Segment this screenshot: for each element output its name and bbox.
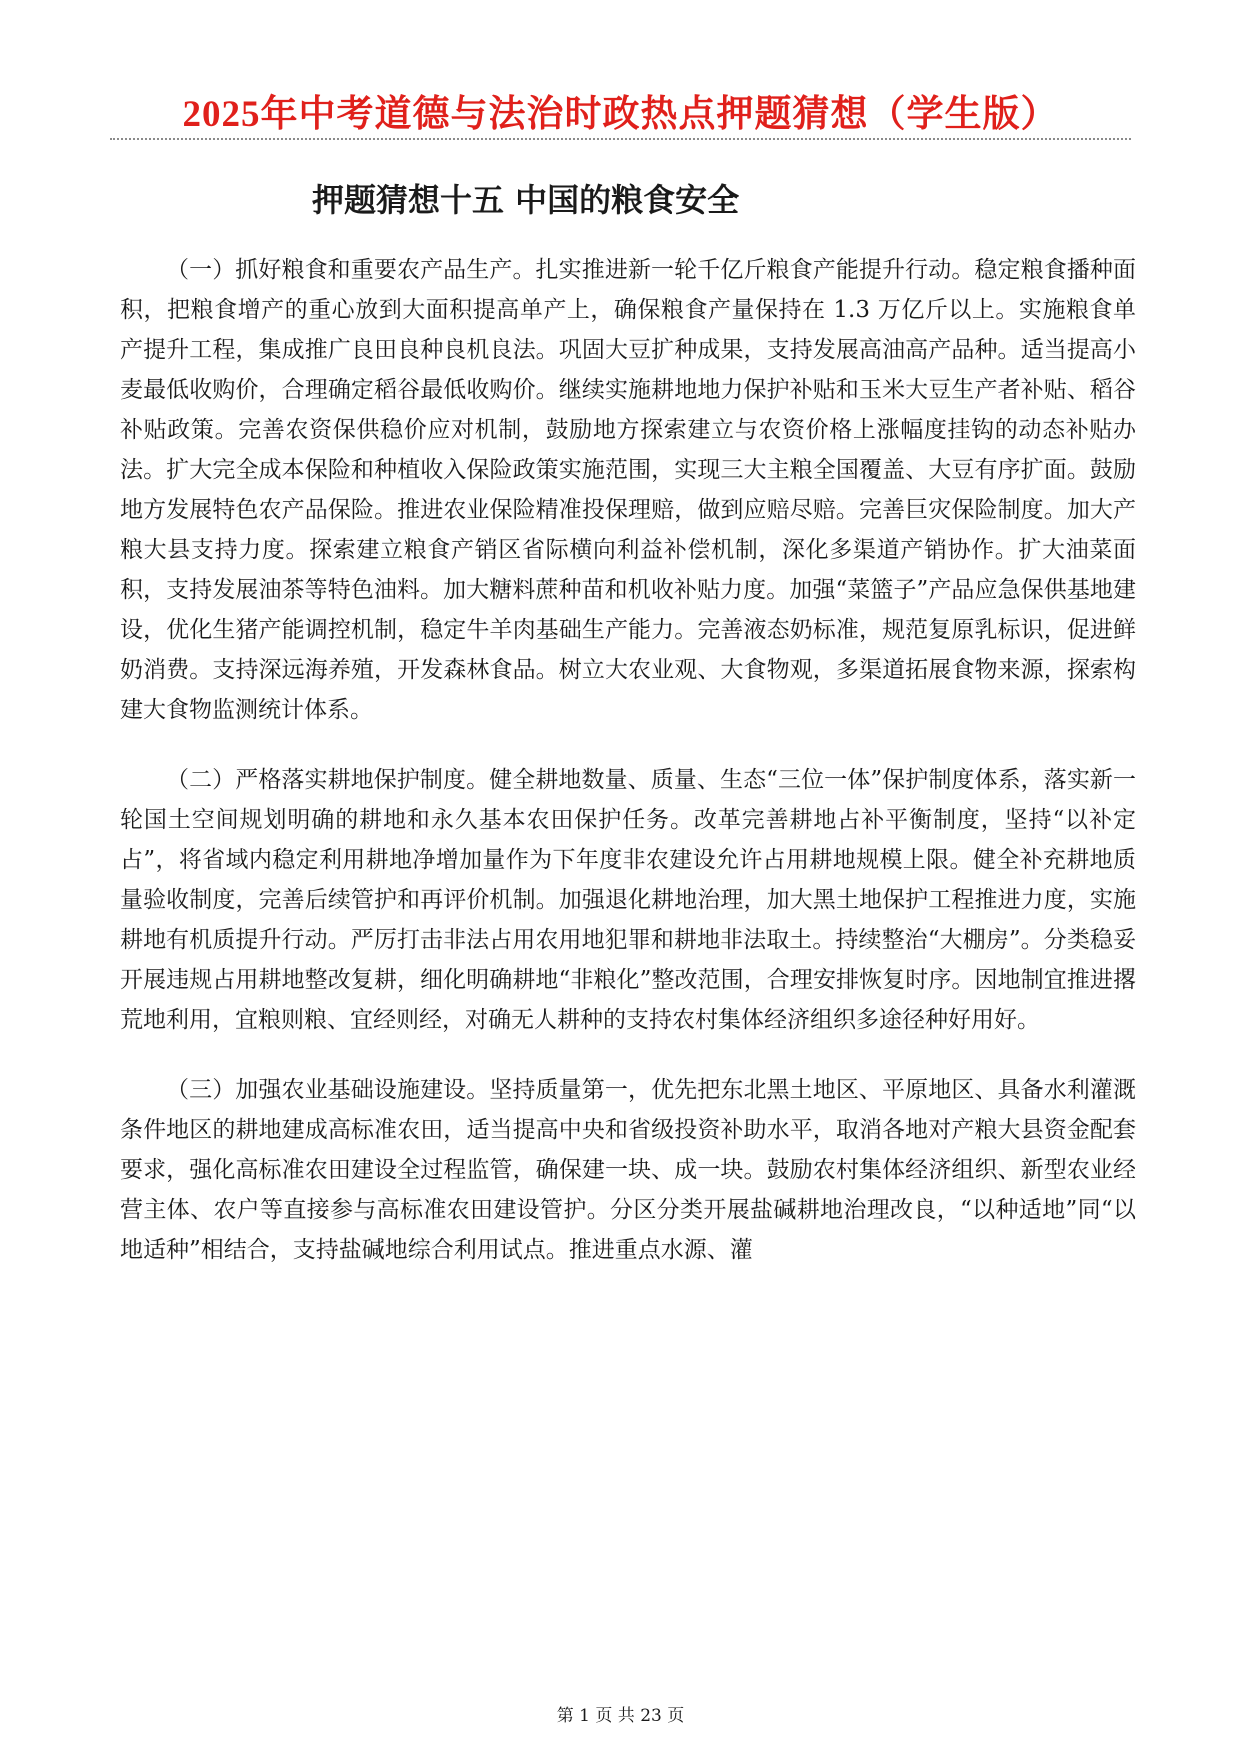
paragraph-1: （一）抓好粮食和重要农产品生产。扎实推进新一轮千亿斤粮食产能提升行动。稳定粮食播种面积，把粮食增产的重心放到大面积提高单产上，确保粮食产量保持在 1.3 万亿斤以上。实施粮食单产提升工程，集成推广良田良种良机良法。巩固大豆扩种成果，支持发展高油高产品种。适当提高小麦最低收购价，合理确定稻谷最低收购价。继续实施耕地地力保护补贴和玉米大豆生产者补贴、稻谷补贴政策。完善农资保供稳价应对机制，鼓励地方探索建立与农资价格上涨幅度挂钩的动态补贴办法。扩大完全成本保险和种植收入保险政策实施范围，实现三大主粮全国覆盖、大豆有序扩面。鼓励地方发展特色农产品保险。推进农业保险精准投保理赔，做到应赔尽赔。完善巨灾保险制度。加大产粮大县支持力度。探索建立粮食产销区省际横向利益补偿机制，深化多渠道产销协作。扩大油菜面积，支持发展油茶等特色油料。加大糖料蔗种苗和机收补贴力度。加强“菜篮子”产品应急保供基地建设，优化生猪产能调控机制，稳定牛羊肉基础生产能力。完善液态奶标准，规范复原乳标识，促进鲜奶消费。支持深远海养殖，开发森林食品。树立大农业观、大食物观，多渠道拓展食物来源，探索构建大食物监测统计体系。 (120, 257, 1136, 723)
document-header (110, 92, 1131, 138)
section-title: 押题猜想十五 中国的粮食安全 (312, 181, 740, 219)
paragraph-3: （三）加强农业基础设施建设。坚持质量第一，优先把东北黑土地区、平原地区、具备水利灌溉条件地区的耕地建成高标准农田，适当提高中央和省级投资补助水平，取消各地对产粮大县资金配套要求，强化高标准农田建设全过程监管，确保建一块、成一块。鼓励农村集体经济组织、新型农业经营主体、农户等直接参与高标准农田建设管护。分区分类开展盐碱耕地治理改良，“以种适地”同“以地适种”相结合，支持盐碱地综合利用试点。推进重点水源、灌 (120, 1077, 1136, 1263)
page-number: 第 1 页 共 23 页 (556, 1706, 685, 1726)
page-footer (0, 1704, 1241, 1728)
header-divider (110, 138, 1131, 140)
document-header-title: 2025年中考道德与法治时政热点押题猜想（学生版） (182, 94, 1059, 135)
document-body (120, 250, 1136, 1300)
paragraph-2: （二）严格落实耕地保护制度。健全耕地数量、质量、生态“三位一体”保护制度体系，落实新一轮国土空间规划明确的耕地和永久基本农田保护任务。改革完善耕地占补平衡制度，坚持“以补定占”，将省域内稳定利用耕地净增加量作为下年度非农建设允许占用耕地规模上限。健全补充耕地质量验收制度，完善后续管护和再评价机制。加强退化耕地治理，加大黑土地保护工程推进力度，实施耕地有机质提升行动。严厉打击非法占用农用地犯罪和耕地非法取土。持续整治“大棚房”。分类稳妥开展违规占用耕地整改复耕，细化明确耕地“非粮化”整改范围，合理安排恢复时序。因地制宜推进撂荒地利用，宜粮则粮、宜经则经，对确无人耕种的支持农村集体经济组织多途径种好用好。 (120, 767, 1136, 1033)
